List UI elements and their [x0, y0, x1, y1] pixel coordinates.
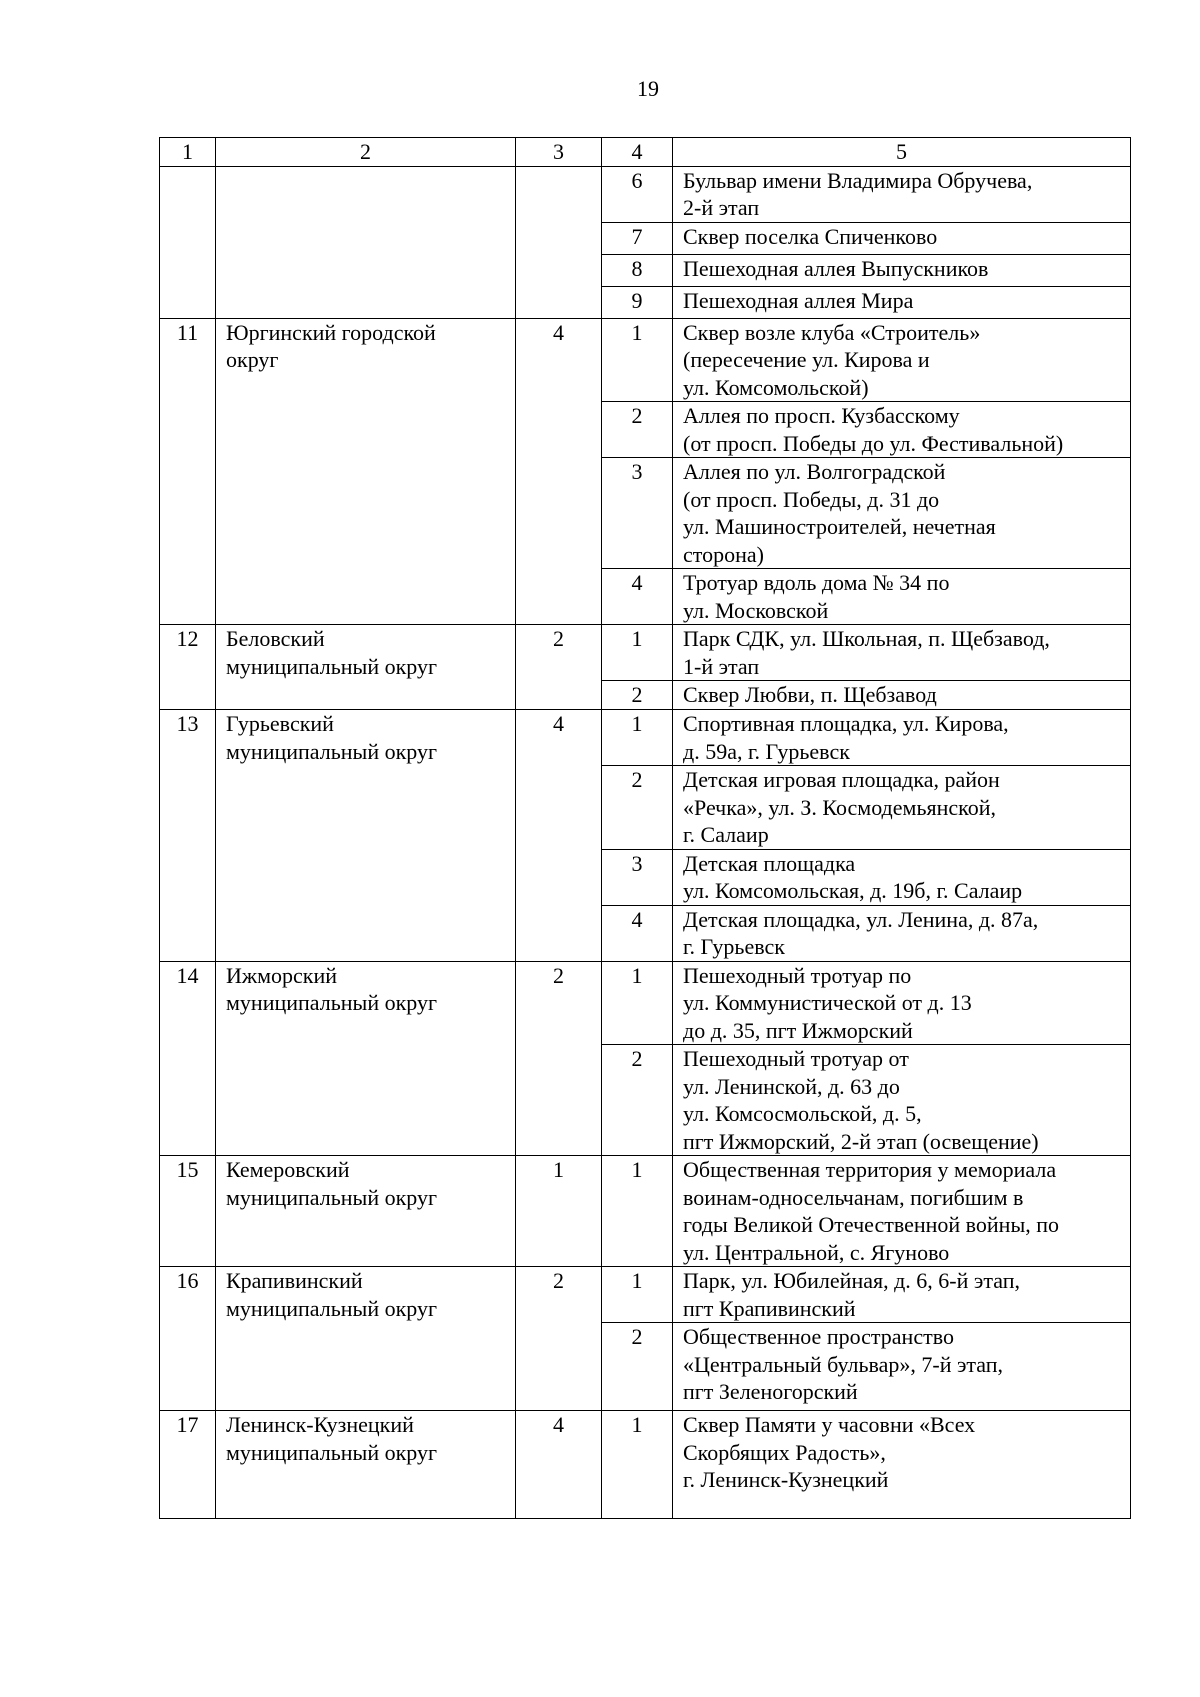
district-name: Юргинский городской округ	[216, 318, 516, 625]
item-description: Общественная территория у мемориала воинам-односельчанам, погибшим в годы Великой Отечественной войны, по ул. Центральной, с. Ягуново	[673, 1156, 1131, 1267]
item-number: 4	[602, 905, 673, 961]
item-description: Аллея по просп. Кузбасскому (от просп. Победы до ул. Фестивальной)	[673, 402, 1131, 458]
item-description: Сквер возле клуба «Строитель» (пересечение ул. Кирова и ул. Комсомольской)	[673, 318, 1131, 402]
item-number: 3	[602, 458, 673, 569]
table-row	[160, 1156, 1131, 1267]
item-number: 1	[602, 1156, 673, 1267]
item-number: 9	[602, 286, 673, 318]
item-number: 8	[602, 254, 673, 286]
table-row	[160, 1411, 1131, 1519]
item-number: 2	[602, 402, 673, 458]
item-number: 1	[602, 1411, 673, 1519]
header-row	[160, 138, 1131, 167]
item-description: Сквер Памяти у часовни «Всех Скорбящих Радость», г. Ленинск-Кузнецкий	[673, 1411, 1131, 1519]
item-description: Детская игровая площадка, район «Речка», ул. З. Космодемьянской, г. Салаир	[673, 766, 1131, 850]
item-number: 2	[602, 766, 673, 850]
item-description: Парк, ул. Юбилейная, д. 6, 6-й этап, пгт Крапивинский	[673, 1267, 1131, 1323]
item-number: 2	[602, 681, 673, 710]
item-number: 7	[602, 222, 673, 254]
item-description: Аллея по ул. Волгоградской (от просп. Победы, д. 31 до ул. Машиностроителей, нечетная сторона)	[673, 458, 1131, 569]
item-description: Тротуар вдоль дома № 34 по ул. Московской	[673, 569, 1131, 625]
territory-count: 4	[516, 710, 602, 962]
item-number: 1	[602, 318, 673, 402]
item-number: 6	[602, 166, 673, 222]
item-description: Сквер поселка Спиченково	[673, 222, 1131, 254]
item-description: Общественное пространство «Центральный бульвар», 7-й этап, пгт Зеленогорский	[673, 1323, 1131, 1411]
district-name: Ленинск-Кузнецкий муниципальный округ	[216, 1411, 516, 1519]
district-name: Ижморский муниципальный округ	[216, 961, 516, 1156]
item-description: Спортивная площадка, ул. Кирова, д. 59а, г. Гурьевск	[673, 710, 1131, 766]
territory-count: 4	[516, 1411, 602, 1519]
item-description: Сквер Любви, п. Щебзавод	[673, 681, 1131, 710]
table-body	[160, 138, 1131, 1519]
item-number: 1	[602, 710, 673, 766]
item-description: Парк СДК, ул. Школьная, п. Щебзавод, 1-й этап	[673, 625, 1131, 681]
item-number: 2	[602, 1045, 673, 1156]
header-col-3: 3	[516, 138, 602, 167]
territory-count: 2	[516, 625, 602, 710]
item-number: 1	[602, 625, 673, 681]
territories-table	[159, 137, 1131, 1519]
group-number: 16	[160, 1267, 216, 1411]
item-number: 1	[602, 961, 673, 1045]
header-col-5: 5	[673, 138, 1131, 167]
item-description: Детская площадка ул. Комсомольская, д. 19б, г. Салаир	[673, 849, 1131, 905]
item-description: Детская площадка, ул. Ленина, д. 87а, г. Гурьевск	[673, 905, 1131, 961]
group-number: 13	[160, 710, 216, 962]
group-number: 15	[160, 1156, 216, 1267]
district-name: Гурьевский муниципальный округ	[216, 710, 516, 962]
territory-count: 4	[516, 318, 602, 625]
territory-count: 2	[516, 1267, 602, 1411]
item-description: Пешеходная аллея Мира	[673, 286, 1131, 318]
group-number: 11	[160, 318, 216, 625]
group-number: 14	[160, 961, 216, 1156]
table-row	[160, 166, 1131, 222]
district-name: Крапивинский муниципальный округ	[216, 1267, 516, 1411]
item-description: Бульвар имени Владимира Обручева, 2-й этап	[673, 166, 1131, 222]
district-name: Беловский муниципальный округ	[216, 625, 516, 710]
item-description: Пешеходный тротуар от ул. Ленинской, д. 63 до ул. Комсосмольской, д. 5, пгт Ижморский, 2-й этап (освещение)	[673, 1045, 1131, 1156]
header-col-4: 4	[602, 138, 673, 167]
header-col-2: 2	[216, 138, 516, 167]
table-row	[160, 710, 1131, 766]
group-number: 12	[160, 625, 216, 710]
table-row	[160, 961, 1131, 1045]
item-description: Пешеходная аллея Выпускников	[673, 254, 1131, 286]
table-row	[160, 318, 1131, 402]
item-number: 1	[602, 1267, 673, 1323]
page-number: 19	[637, 76, 659, 101]
territory-count: 1	[516, 1156, 602, 1267]
district-name	[216, 166, 516, 318]
group-number: 17	[160, 1411, 216, 1519]
territory-count: 2	[516, 961, 602, 1156]
item-description: Пешеходный тротуар по ул. Коммунистической от д. 13 до д. 35, пгт Ижморский	[673, 961, 1131, 1045]
group-number	[160, 166, 216, 318]
table-row	[160, 1267, 1131, 1323]
header-col-1: 1	[160, 138, 216, 167]
table-row	[160, 625, 1131, 681]
district-name: Кемеровский муниципальный округ	[216, 1156, 516, 1267]
item-number: 2	[602, 1323, 673, 1411]
territory-count	[516, 166, 602, 318]
item-number: 4	[602, 569, 673, 625]
item-number: 3	[602, 849, 673, 905]
